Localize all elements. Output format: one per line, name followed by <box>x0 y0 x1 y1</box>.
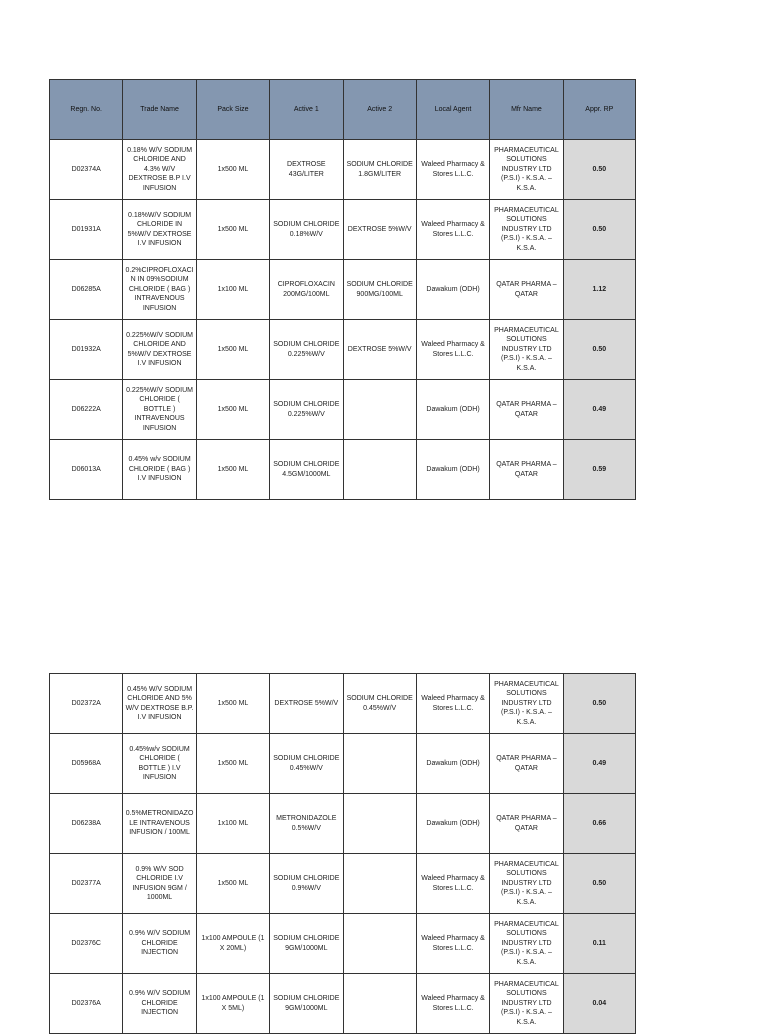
table-row <box>50 674 636 734</box>
cell-active-2 <box>343 734 416 794</box>
cell-active-1: SODIUM CHLORIDE 0.9%W/V <box>270 854 343 914</box>
cell-local-agent: Dawakum (ODH) <box>416 260 489 320</box>
cell-trade-name: 0.45% W/V SODIUM CHLORIDE AND 5% W/V DEXTROSE B.P. I.V INFUSION <box>123 674 196 734</box>
cell-local-agent: Waleed Pharmacy & Stores L.L.C. <box>416 854 489 914</box>
cell-regn-no: D06285A <box>50 260 123 320</box>
header-active-1: Active 1 <box>270 80 343 140</box>
header-appr-rp: Appr. RP <box>563 80 635 140</box>
cell-appr-rp: 0.50 <box>563 200 635 260</box>
cell-trade-name: 0.9% W/V SOD CHLORIDE I.V INFUSION 9GM / 1000ML <box>123 854 196 914</box>
cell-trade-name: 0.225%W/V SODIUM CHLORIDE AND 5%W/V DEXTROSE I.V INFUSION <box>123 320 196 380</box>
cell-pack-size: 1x100 ML <box>196 260 269 320</box>
cell-pack-size: 1x100 ML <box>196 794 269 854</box>
cell-appr-rp: 0.50 <box>563 854 635 914</box>
cell-regn-no: D02374A <box>50 140 123 200</box>
table-header-row <box>50 80 636 140</box>
cell-active-1: DEXTROSE 5%W/V <box>270 674 343 734</box>
header-local-agent: Local Agent <box>416 80 489 140</box>
cell-mfr-name: PHARMACEUTICAL SOLUTIONS INDUSTRY LTD (P.S.I) - K.S.A. – K.S.A. <box>490 674 563 734</box>
table-row <box>50 260 636 320</box>
cell-pack-size: 1x500 ML <box>196 380 269 440</box>
cell-local-agent: Waleed Pharmacy & Stores L.L.C. <box>416 914 489 974</box>
table-row <box>50 794 636 854</box>
cell-local-agent: Waleed Pharmacy & Stores L.L.C. <box>416 974 489 1034</box>
cell-active-1: CIPROFLOXACIN 200MG/100ML <box>270 260 343 320</box>
cell-appr-rp: 0.11 <box>563 914 635 974</box>
cell-pack-size: 1x500 ML <box>196 320 269 380</box>
cell-mfr-name: QATAR PHARMA – QATAR <box>490 734 563 794</box>
table-row <box>50 380 636 440</box>
cell-appr-rp: 0.50 <box>563 674 635 734</box>
cell-active-1: SODIUM CHLORIDE 9GM/1000ML <box>270 974 343 1034</box>
cell-active-1: SODIUM CHLORIDE 0.225%W/V <box>270 380 343 440</box>
cell-trade-name: 0.45% w/v SODIUM CHLORIDE ( BAG ) I.V INFUSION <box>123 440 196 500</box>
cell-active-2 <box>343 914 416 974</box>
cell-appr-rp: 0.50 <box>563 140 635 200</box>
cell-appr-rp: 0.49 <box>563 380 635 440</box>
cell-appr-rp: 1.12 <box>563 260 635 320</box>
price-table-2 <box>49 673 636 1034</box>
cell-active-1: SODIUM CHLORIDE 0.18%W/V <box>270 200 343 260</box>
cell-trade-name: 0.5%METRONIDAZO LE INTRAVENOUS INFUSION / 100ML <box>123 794 196 854</box>
cell-mfr-name: PHARMACEUTICAL SOLUTIONS INDUSTRY LTD (P.S.I) - K.S.A. – K.S.A. <box>490 200 563 260</box>
cell-regn-no: D06222A <box>50 380 123 440</box>
header-pack-size: Pack Size <box>196 80 269 140</box>
cell-appr-rp: 0.50 <box>563 320 635 380</box>
cell-regn-no: D02372A <box>50 674 123 734</box>
cell-mfr-name: QATAR PHARMA – QATAR <box>490 260 563 320</box>
cell-active-1: SODIUM CHLORIDE 9GM/1000ML <box>270 914 343 974</box>
cell-regn-no: D02376A <box>50 974 123 1034</box>
cell-mfr-name: PHARMACEUTICAL SOLUTIONS INDUSTRY LTD (P.S.I) - K.S.A. – K.S.A. <box>490 914 563 974</box>
cell-mfr-name: QATAR PHARMA – QATAR <box>490 440 563 500</box>
table-row <box>50 320 636 380</box>
cell-regn-no: D06238A <box>50 794 123 854</box>
cell-regn-no: D01932A <box>50 320 123 380</box>
cell-mfr-name: QATAR PHARMA – QATAR <box>490 380 563 440</box>
cell-trade-name: 0.9% W/V SODIUM CHLORIDE INJECTION <box>123 974 196 1034</box>
cell-local-agent: Waleed Pharmacy & Stores L.L.C. <box>416 320 489 380</box>
cell-trade-name: 0.18% W/V SODIUM CHLORIDE AND 4.3% W/V DEXTROSE B.P I.V INFUSION <box>123 140 196 200</box>
header-trade-name: Trade Name <box>123 80 196 140</box>
cell-active-1: SODIUM CHLORIDE 4.5GM/1000ML <box>270 440 343 500</box>
table-row <box>50 974 636 1034</box>
cell-appr-rp: 0.49 <box>563 734 635 794</box>
cell-mfr-name: PHARMACEUTICAL SOLUTIONS INDUSTRY LTD (P.S.I) - K.S.A. – K.S.A. <box>490 854 563 914</box>
cell-trade-name: 0.9% W/V SODIUM CHLORIDE INJECTION <box>123 914 196 974</box>
cell-local-agent: Dawakum (ODH) <box>416 440 489 500</box>
cell-pack-size: 1x500 ML <box>196 674 269 734</box>
cell-regn-no: D01931A <box>50 200 123 260</box>
cell-appr-rp: 0.59 <box>563 440 635 500</box>
cell-active-2: SODIUM CHLORIDE 0.45%W/V <box>343 674 416 734</box>
table-row <box>50 440 636 500</box>
table-row <box>50 734 636 794</box>
cell-pack-size: 1x500 ML <box>196 440 269 500</box>
cell-local-agent: Dawakum (ODH) <box>416 794 489 854</box>
cell-trade-name: 0.45%w/v SODIUM CHLORIDE ( BOTTLE ) I.V INFUSION <box>123 734 196 794</box>
header-mfr-name: Mfr Name <box>490 80 563 140</box>
cell-active-2 <box>343 380 416 440</box>
cell-pack-size: 1x500 ML <box>196 854 269 914</box>
cell-trade-name: 0.225%W/V SODIUM CHLORIDE ( BOTTLE ) INTRAVENOUS INFUSION <box>123 380 196 440</box>
cell-active-2: SODIUM CHLORIDE 1.8GM/LITER <box>343 140 416 200</box>
cell-active-2: DEXTROSE 5%W/V <box>343 320 416 380</box>
price-table-1 <box>49 79 636 500</box>
cell-appr-rp: 0.66 <box>563 794 635 854</box>
cell-active-1: SODIUM CHLORIDE 0.45%W/V <box>270 734 343 794</box>
cell-regn-no: D05968A <box>50 734 123 794</box>
cell-local-agent: Waleed Pharmacy & Stores L.L.C. <box>416 200 489 260</box>
header-regn-no: Regn. No. <box>50 80 123 140</box>
cell-active-2 <box>343 854 416 914</box>
cell-active-2 <box>343 794 416 854</box>
cell-active-1: SODIUM CHLORIDE 0.225%W/V <box>270 320 343 380</box>
cell-appr-rp: 0.04 <box>563 974 635 1034</box>
cell-trade-name: 0.18%W/V SODIUM CHLORIDE IN 5%W/V DEXTROSE I.V INFUSION <box>123 200 196 260</box>
cell-mfr-name: PHARMACEUTICAL SOLUTIONS INDUSTRY LTD (P.S.I) - K.S.A. – K.S.A. <box>490 140 563 200</box>
cell-active-2: DEXTROSE 5%W/V <box>343 200 416 260</box>
cell-pack-size: 1x500 ML <box>196 200 269 260</box>
table-row <box>50 200 636 260</box>
cell-active-2 <box>343 440 416 500</box>
table-row <box>50 914 636 974</box>
cell-trade-name: 0.2%CIPROFLOXACI N IN 09%SODIUM CHLORIDE ( BAG ) INTRAVENOUS INFUSION <box>123 260 196 320</box>
cell-pack-size: 1x100 AMPOULE (1 X 20ML) <box>196 914 269 974</box>
cell-active-2 <box>343 974 416 1034</box>
cell-local-agent: Waleed Pharmacy & Stores L.L.C. <box>416 674 489 734</box>
cell-mfr-name: PHARMACEUTICAL SOLUTIONS INDUSTRY LTD (P.S.I) - K.S.A. – K.S.A. <box>490 320 563 380</box>
cell-regn-no: D02376C <box>50 914 123 974</box>
cell-active-1: DEXTROSE 43G/LITER <box>270 140 343 200</box>
cell-active-2: SODIUM CHLORIDE 900MG/100ML <box>343 260 416 320</box>
cell-pack-size: 1x500 ML <box>196 734 269 794</box>
header-active-2: Active 2 <box>343 80 416 140</box>
cell-regn-no: D06013A <box>50 440 123 500</box>
table-row <box>50 854 636 914</box>
cell-active-1: METRONIDAZOLE 0.5%W/V <box>270 794 343 854</box>
cell-pack-size: 1x100 AMPOULE (1 X 5ML) <box>196 974 269 1034</box>
cell-mfr-name: QATAR PHARMA – QATAR <box>490 794 563 854</box>
cell-regn-no: D02377A <box>50 854 123 914</box>
table-row <box>50 140 636 200</box>
cell-mfr-name: PHARMACEUTICAL SOLUTIONS INDUSTRY LTD (P.S.I) - K.S.A. – K.S.A. <box>490 974 563 1034</box>
cell-local-agent: Waleed Pharmacy & Stores L.L.C. <box>416 140 489 200</box>
cell-pack-size: 1x500 ML <box>196 140 269 200</box>
cell-local-agent: Dawakum (ODH) <box>416 380 489 440</box>
cell-local-agent: Dawakum (ODH) <box>416 734 489 794</box>
